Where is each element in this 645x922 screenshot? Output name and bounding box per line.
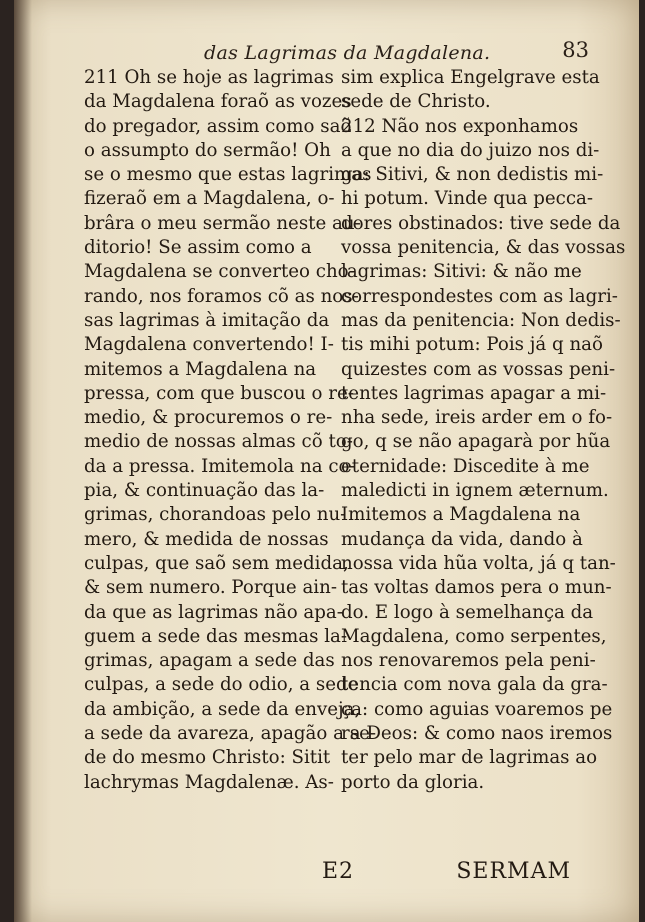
text-line: nossa vida hũa volta, já q tan- bbox=[341, 552, 616, 574]
book-page bbox=[14, 0, 639, 922]
text-line: ça: como aguias voaremos pe bbox=[341, 698, 613, 720]
text-line: da que as lagrimas não apa- bbox=[84, 601, 343, 623]
text-line: lachrymas Magdalenæ. As- bbox=[84, 771, 334, 793]
text-line: Magdalena convertendo! I- bbox=[84, 334, 334, 356]
running-title: das Lagrimas da Magdalena. bbox=[204, 42, 491, 64]
left-text-column bbox=[84, 66, 376, 795]
text-line: tas voltas damos pera o mun- bbox=[341, 577, 612, 599]
text-line: mudança da vida, dando à bbox=[341, 528, 583, 550]
text-line: da a pressa. Imitemola na co- bbox=[84, 455, 356, 477]
text-line: se o mesmo que estas lagrimas bbox=[84, 164, 372, 186]
text-line: culpas, que saõ sem medida, bbox=[84, 552, 349, 574]
text-line: brâra o meu sermão neste au- bbox=[84, 212, 361, 234]
text-line: porto da gloria. bbox=[341, 771, 485, 793]
text-line: lagrimas: Sitivi: & não me bbox=[341, 261, 582, 283]
text-line: fizeraõ em a Magdalena, o- bbox=[84, 188, 335, 210]
text-line: do. E logo à semelhança da bbox=[341, 601, 594, 623]
text-line: Magdalena, como serpentes, bbox=[341, 625, 607, 647]
text-line: ditorio! Se assim como a bbox=[84, 237, 312, 259]
text-line: mas da penitencia: Non dedis- bbox=[341, 309, 621, 331]
text-line: 212 Não nos exponhamos bbox=[341, 115, 579, 137]
text-line: grimas, apagam a sede das bbox=[84, 650, 335, 672]
text-line: nha sede, ireis arder em o fo- bbox=[341, 407, 613, 429]
text-line: go, q se não apagarà por hũa bbox=[341, 431, 611, 453]
text-line: sim explica Engelgrave esta bbox=[341, 67, 600, 88]
page-number: 83 bbox=[562, 38, 589, 62]
text-line: medio, & procuremos o re- bbox=[84, 407, 333, 429]
text-line: grimas, chorandoas pelo nu- bbox=[84, 504, 347, 526]
text-line: maledicti in ignem æternum. bbox=[341, 480, 609, 502]
text-line: sede de Christo. bbox=[341, 91, 491, 113]
signature-mark: E2 bbox=[322, 859, 355, 884]
text-line: pressa, com que buscou o re- bbox=[84, 382, 354, 404]
text-line: sas lagrimas à imitação da bbox=[84, 309, 330, 331]
text-line: rando, nos foramos cõ as nos- bbox=[84, 285, 359, 307]
text-line: mitemos a Magdalena na bbox=[84, 358, 317, 380]
text-line: nos renovaremos pela peni- bbox=[341, 650, 596, 672]
text-line: 211 Oh se hoje as lagrimas bbox=[84, 67, 334, 88]
gutter-shadow bbox=[14, 0, 32, 922]
right-text-column bbox=[341, 66, 626, 795]
text-line: ga: Sitivi, & non dedistis mi- bbox=[341, 164, 604, 186]
text-line: vossa penitencia, & das vossas bbox=[341, 237, 626, 259]
text-line: eternidade: Discedite à me bbox=[341, 455, 590, 477]
text-line: o assumpto do sermão! Oh bbox=[84, 139, 331, 161]
text-line: & sem numero. Porque ain- bbox=[84, 577, 337, 599]
text-line: medio de nossas almas cõ to- bbox=[84, 431, 353, 453]
text-line: dores obstinados: tive sede da bbox=[341, 212, 621, 234]
text-line: mero, & medida de nossas bbox=[84, 528, 329, 550]
text-line: da Magdalena foraõ as vozes bbox=[84, 91, 352, 113]
text-line: da ambição, a sede da enveja, bbox=[84, 698, 361, 720]
text-line: culpas, a sede do odio, a sede bbox=[84, 674, 359, 696]
text-line: a sede da avareza, apagão a se- bbox=[84, 723, 376, 745]
text-line: guem a sede das mesmas la- bbox=[84, 625, 348, 647]
text-line: Magdalena se converteo cho- bbox=[84, 261, 355, 283]
text-line: ra Deos: & como naos iremos bbox=[341, 723, 613, 745]
text-line: pia, & continuação das la- bbox=[84, 480, 325, 502]
text-line: ter pelo mar de lagrimas ao bbox=[341, 747, 598, 769]
catchword: SERMAM bbox=[456, 859, 571, 884]
text-line: do pregador, assim como saõ bbox=[84, 115, 352, 137]
text-line: a que no dia do juizo nos di- bbox=[341, 139, 600, 161]
text-line: quizestes com as vossas peni- bbox=[341, 358, 616, 380]
text-line: Imitemos a Magdalena na bbox=[341, 504, 581, 526]
text-line: de do mesmo Christo: Sitit bbox=[84, 747, 331, 769]
text-line: hi potum. Vinde qua pecca- bbox=[341, 188, 594, 210]
text-line: tentes lagrimas apagar a mi- bbox=[341, 382, 607, 404]
text-line: tis mihi potum: Pois já q naõ bbox=[341, 334, 603, 356]
text-line: correspondestes com as lagri- bbox=[341, 285, 618, 307]
text-line: tencia com nova gala da gra- bbox=[341, 674, 608, 696]
